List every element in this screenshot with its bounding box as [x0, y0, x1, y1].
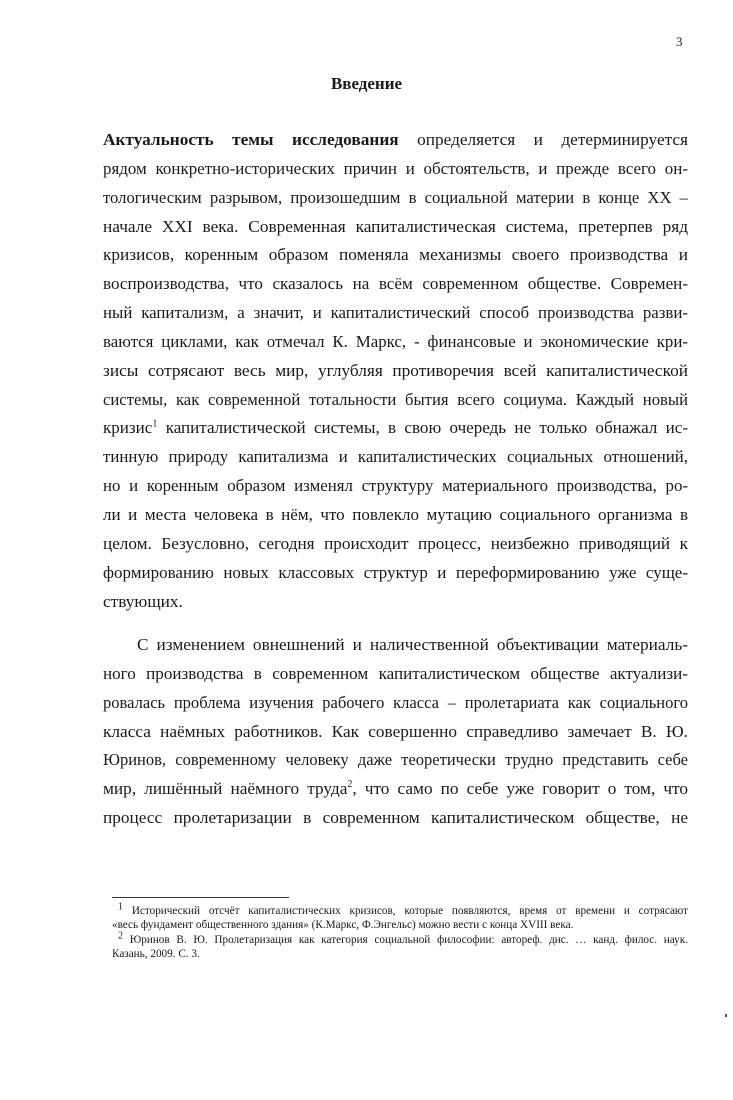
text-line: ного производства в современном капиталистическом обществе актуализи- — [103, 663, 688, 683]
footnote-marker: 2 — [118, 930, 123, 942]
text-fragment: определяется и детерминируется — [417, 130, 689, 149]
text-line: ли и места человека в нём, что повлекло мутацию социального организма в — [103, 504, 688, 524]
text-line: воспроизводства, что сказалось на всём современном обществе. Современ- — [103, 274, 688, 294]
paragraph-proletariat — [103, 631, 688, 833]
text-line: ствующих. — [103, 591, 183, 611]
paragraph-relevance — [103, 126, 688, 616]
text-line: процесс пролетаризации в современном капиталистическом обществе, не — [103, 808, 688, 828]
text-fragment: капиталистической системы, в свою очередь не только обнажал ис- — [165, 418, 688, 438]
footnote-marker: 1 — [118, 901, 123, 913]
footnotes — [112, 901, 689, 961]
footnote-line: Казань, 2009. С. 3. — [112, 948, 200, 960]
footnote-separator — [112, 897, 289, 898]
text-line: ровалась проблема изучения рабочего класса – пролетариата как социального — [103, 692, 688, 712]
text-line: ный капитализм, а значит, и капиталистический способ производства разви- — [103, 303, 688, 323]
footnote-1 — [112, 901, 689, 932]
text-line — [103, 126, 688, 155]
text-line: тинную природу капитализма и капиталистических социальных отношений, — [103, 447, 688, 467]
text-line: начале XXI века. Современная капиталистическая система, претерпев ряд — [103, 216, 688, 236]
text-line — [103, 775, 688, 804]
text-line: но и коренным образом изменял структуру материального производства, ро- — [103, 476, 688, 496]
text-line: формированию новых классовых структур и переформированию уже суще- — [103, 562, 688, 582]
footnote-ref-1: 1 — [152, 418, 158, 430]
text-line: С изменением овнешнений и наличественной объективации материаль- — [137, 635, 688, 654]
text-line: ваются циклами, как отмечал К. Маркс, - финансовые и экономические кри- — [103, 331, 688, 351]
footnote-line — [112, 901, 689, 918]
text-line: целом. Безусловно, сегодня происходит процесс, неизбежно приводящий к — [103, 533, 688, 553]
text-line: рядом конкретно-исторических причин и обстоятельств, и прежде всего он- — [103, 158, 688, 178]
text-line: класса наёмных работников. Как совершенно справедливо замечает В. Ю. — [103, 721, 688, 741]
text-line — [103, 414, 688, 443]
footnote-line: «весь фундамент общественного здания» (К.Маркс, Ф.Энгельс) можно вести с конца XVIII века. — [112, 919, 574, 931]
footnote-2 — [112, 930, 688, 961]
footnote-ref-2: 2 — [347, 779, 353, 791]
page-number: 3 — [676, 34, 683, 49]
text-fragment: , что само по себе уже говорит о том, что — [352, 779, 688, 799]
text-fragment: мир, лишённый наёмного труда — [103, 779, 348, 799]
text-line: системы, как современной тотальности бытия всего социума. Каждый новый — [103, 389, 688, 409]
text-line: тологическим разрывом, произошедшим в социальной материи в конце XX – — [103, 187, 688, 207]
text-line: Юринов, современному человеку даже теоретически трудно представить себе — [103, 750, 688, 770]
text-line: кризисов, коренным образом поменяла механизмы своего производства и — [103, 245, 688, 265]
page-title: Введение — [330, 74, 403, 93]
text-fragment: Юринов В. Ю. Пролетаризация как категория социальной философии: автореф. дис. … канд. филос. наук. — [129, 934, 688, 946]
bold-lead: Актуальность темы исследования — [103, 130, 399, 149]
scan-speck — [725, 1014, 727, 1017]
footnote-line — [112, 930, 688, 947]
text-line: зисы сотрясают весь мир, углубляя противоречия всей капиталистической — [103, 360, 688, 380]
text-fragment: кризис — [103, 418, 153, 438]
text-fragment: Исторический отсчёт капиталистических кризисов, которые появляются, время от времени и сотрясают — [131, 905, 689, 917]
